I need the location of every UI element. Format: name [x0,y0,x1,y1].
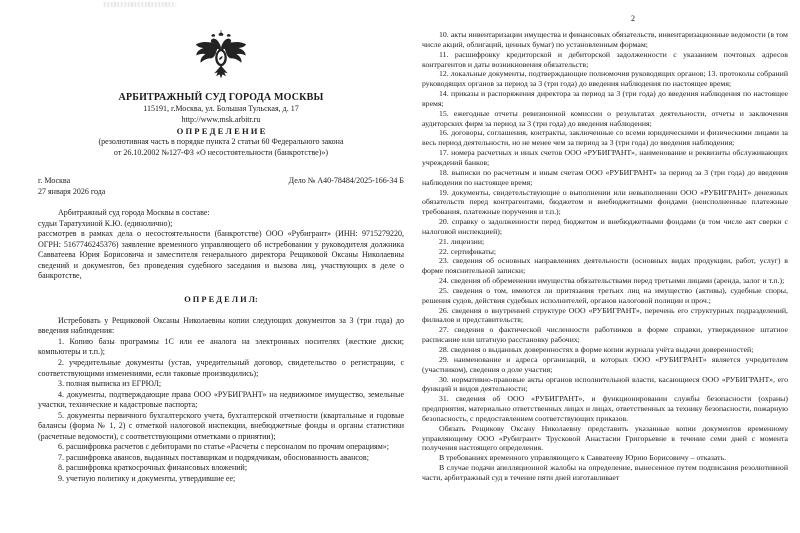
paragraph: 10. акты инвентаризации имущества и финансовых обязательств, инвентаризационные ведомости (в том числе акций, облигаций, ценных бумаг) по установленным формам; [422,30,788,49]
case-header-row [38,175,404,197]
place-and-date [38,175,105,197]
paragraph: 21. лицензии; [439,236,485,246]
paragraph: 11. расшифровку кредиторской и дебиторской задолженности с указанием почтовых адресов контрагентов и даты возникновения обязательств; [422,49,788,69]
paragraph: 14. приказы и распоряжения директора за период за 3 (три года) до введения наблюдения по настоящее время; [422,89,788,108]
date: 27 января 2026 года [38,187,106,196]
paragraph: 16. договоры, соглашения, контракты, заключенные со всеми юридическими и физическими лицами за весь период деятельности, но не менее чем за период за 3 (три года) до введения наблюдения; [422,128,788,148]
paragraph: 5. документы первичного бухгалтерского учета, бухгалтерской отчетности (квартальные и годовые балансы (форма № 1, 2) с отметкой налоговой инспекции, внебюджетные фонды и органы статистики (расчетные ведомости), с соответствующими отметками о принятии); [38,410,404,441]
resolution-heading: О П Р Е Д Е Л И Л: [184,294,258,304]
document-subtitle-line2: от 26.10.2002 №127-ФЗ «О несостоятельности (банкротстве)») [113,147,329,157]
paragraph: рассмотрев в рамках дела о несостоятельности (банкротстве) ООО «Рубигрант» (ИНН: 9715279220, ОГРН: 5167746245376) заявление временного управляющего об истребовании у руководителя должника Савватеева Юрия Борисовича и заместителя генерального директора Рещиковой Оксаны Николаевны сведений и документов, без проведения судебного заседания и вызова лиц, участвующих в деле о банкротстве, [38,229,404,281]
court-address: 115191, г.Москва, ул. Большая Тульская, д. 17 [143,104,299,113]
paragraph: 20. справку о задолженности перед бюджетом и внебюджетными фондами (в том числе акт сверки с налоговой инспекцией); [422,217,788,236]
court-website: http://www.msk.arbitr.ru [181,114,261,124]
paragraph: судьи Таратухиной К.Ю. (единолично); [38,218,173,228]
intro-paragraphs [38,208,404,282]
paragraph: 7. расшифровка авансов, выданных поставщикам и подрядчикам, обоснованность авансов; [58,452,369,462]
paragraph: 22. сертификаты; [439,246,497,256]
paragraph: Арбитражный суд города Москвы в составе: [58,208,210,217]
paragraph: 31. сведения об ООО «РУБИГРАНТ», и функционировании службы безопасности (охраны) предприятия, материально ответственных лицах и лицах, ответственных за технику безопасности, пожарную безопасность, с предоставлением соответствующих приказов. [422,394,788,423]
paragraph: 24. сведения об обременении имущества обязательствами перед третьими лицами (аренда, залог и т.п.); [439,276,785,286]
paragraph: 17. номера расчетных и иных счетов ООО «РУБИГРАНТ», наименование и реквизиты обслуживающих учреждений банков; [422,148,788,167]
paragraph: 23. сведения об основных направлениях деятельности (основных видах продукции, работ, услуг) в форме пояснительной записки; [422,256,788,276]
paragraph: Обязать Рещикову Оксану Николаевну представить указанные копии документов временному управляющему ООО «Рубигрант» Трусковой Анастасии Григорьевне в течение семи дней с момента получения настоящего определения. [422,423,788,453]
russian-coat-of-arms-icon [192,24,250,88]
paragraph: 25. сведения о том, имеются ли притязания третьих лиц на имущество (активы), судебные споры, решения судов, действия судебных исполнителей, органов налоговой полиции и проч.; [422,285,788,305]
paragraph: 9. учетную политику и документы, утвердившие ее; [58,474,236,484]
page-number: 2 [631,14,635,23]
paragraph: 6. расшифровка расчетов с дебиторами по статье «Расчеты с персоналом по прочим операциям»; [58,442,389,452]
document-subtitle-line1: (резолютивная часть в порядке пункта 2 статьи 60 Федерального закона [98,137,344,146]
page-1 [38,0,404,533]
paragraph: Истребовать у Рещиковой Оксаны Николаевны копии следующих документов за 3 (три года) до введения наблюдения: [38,315,404,336]
paragraph: 4. документы, подтверждающие права ООО «РУБИГРАНТ» на недвижимое имущество, земельные участки, технические и кадастровые паспорта; [38,389,404,410]
paragraph: 29. наименование и адреса организаций, в которых ООО «РУБИГРАНТ» является учредителем (участником), сведения о доле участия; [422,354,788,374]
document-type-title: О П Р Е Д Е Л Е Н И Е [176,126,266,136]
paragraph: 18. выписки по расчетным и иным счетам ООО «РУБИГРАНТ» за период за 3 (три года) до введения наблюдения по настоящее время; [422,167,788,187]
page-2 [422,0,788,533]
paragraph: 2. учредительные документы (устав, учредительный договор, свидетельство о регистрации, с соответствующими изменениями, если таковые производились); [38,358,404,378]
paragraph: В требованиях временного управляющего к Савватееву Юрию Борисовичу – отказать. [439,453,727,463]
paragraph: В случае подачи апелляционной жалобы на определение, вынесенное путем подписания резолютивной части, арбитражный суд в течение пяти дней изготавливает [422,463,788,482]
scan-artifact [104,2,176,7]
paragraph: 3. полная выписка из ЕГРЮЛ; [58,379,162,389]
paragraph: 1. Копию базы программы 1С или ее аналога на электронных носителях (жесткие диски; компьютеры и т.п.); [38,336,404,357]
paragraph: 27. сведения о фактической численности работников в форме справки, утвержденное штатное расписание или штатную расстановку рабочих; [422,325,788,345]
paragraph: 30. нормативно-правовые акты органов исполнительной власти, касающиеся ООО «РУБИГРАНТ», его функций и видов деятельности; [422,374,788,394]
city: г. Москва [38,176,71,185]
paragraph: 15. ежегодные отчеты ревизионной комиссии о результатах деятельности, отчеты и заключения аудиторских фирм за период за 3 (три года) до введения наблюдения; [422,108,788,128]
court-name: АРБИТРАЖНЫЙ СУД ГОРОДА МОСКВЫ [118,92,324,103]
case-number: Дело № А40-78484/2025-166-34 Б [288,176,404,185]
body-paragraphs [38,316,404,485]
paragraph: 19. документы, свидетельствующие о выполнении или невыполнении ООО «РУБИГРАНТ» денежных обязательств перед контрагентами, бюджетом и внебюджетными фондами (неисполненные платежные требования, платежные поручения и т.п.); [422,187,788,217]
paragraph: 8. расшифровка краткосрочных финансовых вложений; [58,463,248,473]
paragraph: 28. сведения о выданных доверенностях в форме копии журнала учёта выдачи доверенностей; [439,345,754,354]
paragraph: 12. локальные документы, подтверждающие полномочия руководящих органов; 13. протоколы собраний руководящих органов за период за 3 (три года) до введения наблюдения по настоящее время; [422,69,788,89]
paragraph: 26. сведения о внутренней структуре ООО «РУБИГРАНТ», перечень его структурных подразделений, филиалов и представительств; [422,305,788,325]
page2-paragraphs [422,30,788,483]
